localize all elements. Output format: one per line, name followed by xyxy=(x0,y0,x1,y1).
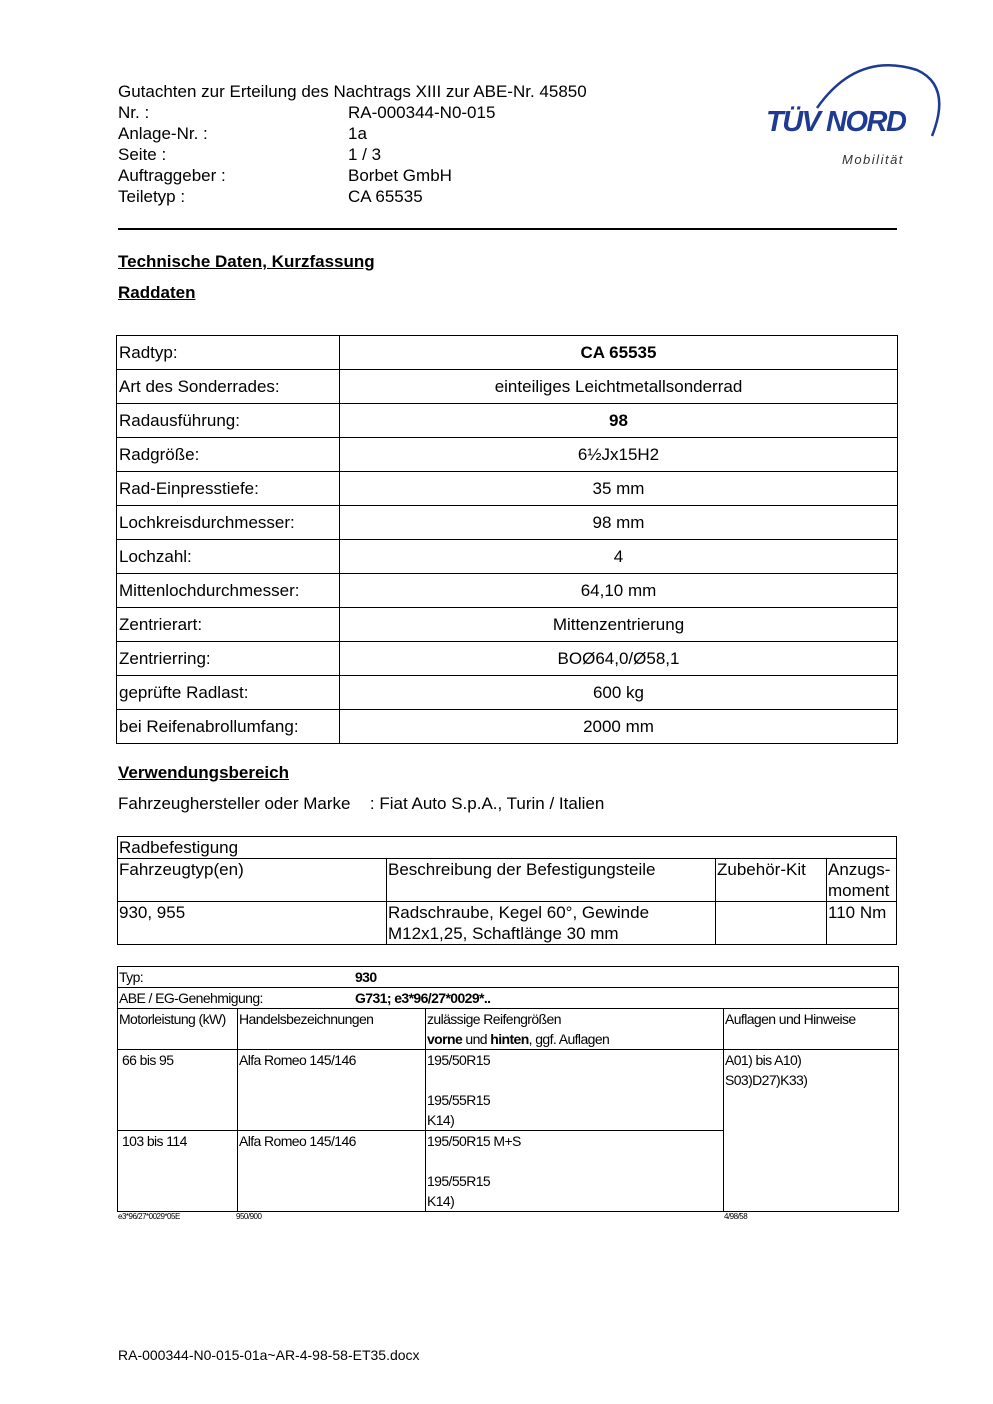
cell-reifen xyxy=(426,1131,724,1212)
reifen-und: und xyxy=(462,1031,491,1047)
col-header: Motorleistung (kW) xyxy=(118,1009,238,1050)
tuv-nord-logo xyxy=(762,56,942,171)
header-value: 1a xyxy=(348,124,367,143)
row-label: Radausführung: xyxy=(117,404,340,438)
row-label: Art des Sonderrades: xyxy=(117,370,340,404)
row-label: Zentrierring: xyxy=(117,642,340,676)
header-row-teiletyp xyxy=(118,186,587,207)
table-row xyxy=(118,1009,899,1050)
row-label: Lochkreisdurchmesser: xyxy=(117,506,340,540)
typ-value: 930 xyxy=(355,969,377,985)
cell: Radschraube, Kegel 60°, Gewinde M12x1,25, Schaftlänge 30 mm xyxy=(387,902,716,945)
reifen-line xyxy=(427,1151,722,1171)
row-label: bei Reifenabrollumfang: xyxy=(117,710,340,744)
auflagen-line: S03)D27)K33) xyxy=(725,1072,808,1088)
row-label: geprüfte Radlast: xyxy=(117,676,340,710)
row-value: 35 mm xyxy=(340,472,898,506)
row-label: Zentrierart: xyxy=(117,608,340,642)
row-label: Radgröße: xyxy=(117,438,340,472)
cell-handel: Alfa Romeo 145/146 xyxy=(238,1050,426,1131)
cell-handel: Alfa Romeo 145/146 xyxy=(238,1131,426,1212)
header-divider xyxy=(118,228,897,230)
reifen-line: 195/55R15 xyxy=(427,1092,491,1108)
reifen-header-pre: zulässige Reifengrößen xyxy=(427,1011,561,1027)
row-value: Mittenzentrierung xyxy=(340,608,898,642)
table-row xyxy=(118,967,899,988)
header-row-seite xyxy=(118,144,587,165)
row-value: 2000 mm xyxy=(340,710,898,744)
section-raddaten: Raddaten xyxy=(118,283,196,302)
header-row-nr xyxy=(118,102,587,123)
table-row xyxy=(117,472,898,506)
row-value: 600 kg xyxy=(340,676,898,710)
reifen-hinten: hinten xyxy=(490,1031,529,1047)
row-value: 6½Jx15H2 xyxy=(340,438,898,472)
row-label: Radtyp: xyxy=(117,336,340,370)
befestigung-table xyxy=(117,836,897,945)
table-row xyxy=(118,859,897,902)
reifen-vorne: vorne xyxy=(427,1031,463,1047)
reifen-post: , ggf. Auflagen xyxy=(528,1031,610,1047)
table-row xyxy=(117,370,898,404)
reifen-line: K14) xyxy=(427,1193,455,1209)
hersteller-value: Fiat Auto S.p.A., Turin / Italien xyxy=(379,794,605,813)
table-row xyxy=(117,404,898,438)
row-label: Rad-Einpresstiefe: xyxy=(117,472,340,506)
typ-line xyxy=(118,967,899,988)
header-label: Nr. : xyxy=(118,103,150,122)
reifen-line: 195/50R15 xyxy=(427,1052,491,1068)
table-row xyxy=(117,710,898,744)
cell-auflagen xyxy=(724,1050,899,1212)
row-value: 98 mm xyxy=(340,506,898,540)
section-verwendung: Verwendungsbereich xyxy=(118,763,289,782)
col-header: Auflagen und Hinweise xyxy=(724,1009,899,1050)
cell: 110 Nm xyxy=(827,902,897,945)
table-row xyxy=(117,574,898,608)
cell-motor: 103 bis 114 xyxy=(118,1131,238,1212)
table-row xyxy=(118,837,897,859)
reifen-line: 195/50R15 M+S xyxy=(427,1133,521,1149)
logo-brand: TÜV NORD xyxy=(766,106,906,138)
table-row xyxy=(117,608,898,642)
col-header: Fahrzeugtyp(en) xyxy=(118,859,387,902)
table-row xyxy=(117,676,898,710)
abe-label: ABE / EG-Genehmigung: xyxy=(119,990,263,1006)
section-technical: Technische Daten, Kurzfassung xyxy=(118,252,375,271)
reifen-line: 195/55R15 xyxy=(427,1173,491,1189)
cell-motor: 66 bis 95 xyxy=(118,1050,238,1131)
foot-code-1: e3*96/27*0029*05E xyxy=(118,1212,180,1221)
hersteller-label: Fahrzeughersteller oder Marke xyxy=(118,794,351,813)
typ-table xyxy=(117,966,899,1212)
row-value: 64,10 mm xyxy=(340,574,898,608)
reifen-header-line2 xyxy=(427,1029,722,1049)
abe-value: G731; e3*96/27*0029*.. xyxy=(355,990,491,1006)
hersteller-line xyxy=(118,794,604,814)
row-value: CA 65535 xyxy=(340,336,898,370)
row-value: 98 xyxy=(340,404,898,438)
row-label: Lochzahl: xyxy=(117,540,340,574)
table-row xyxy=(117,336,898,370)
document-header xyxy=(118,81,587,207)
foot-code-3: 4/98/58 xyxy=(724,1212,748,1221)
page-footer: RA-000344-N0-015-01a~AR-4-98-58-ET35.docx xyxy=(118,1347,420,1363)
row-value: einteiliges Leichtmetallsonderrad xyxy=(340,370,898,404)
typ-label: Typ: xyxy=(119,969,144,985)
row-label: Mittenlochdurchmesser: xyxy=(117,574,340,608)
cell-reifen xyxy=(426,1050,724,1131)
foot-code-2: 950/900 xyxy=(236,1212,262,1221)
row-value: 4 xyxy=(340,540,898,574)
col-header-reifen xyxy=(426,1009,724,1050)
cell xyxy=(716,902,827,945)
header-row-auftraggeber xyxy=(118,165,587,186)
header-label: Auftraggeber : xyxy=(118,166,226,185)
col-header: Zubehör-Kit xyxy=(716,859,827,902)
table-row xyxy=(117,438,898,472)
header-row-anlage xyxy=(118,123,587,144)
table-row xyxy=(117,506,898,540)
header-value: Borbet GmbH xyxy=(348,166,452,185)
header-label: Teiletyp : xyxy=(118,187,186,206)
header-title: Gutachten zur Erteilung des Nachtrags XIII zur ABE-Nr. 45850 xyxy=(118,82,587,101)
table-row xyxy=(118,1050,899,1131)
header-value: RA-000344-N0-015 xyxy=(348,103,496,122)
reifen-line: K14) xyxy=(427,1112,455,1128)
header-label: Seite : xyxy=(118,145,167,164)
hersteller-sep: : xyxy=(369,794,375,813)
header-value: CA 65535 xyxy=(348,187,423,206)
table-row xyxy=(118,988,899,1009)
row-value: BOØ64,0/Ø58,1 xyxy=(340,642,898,676)
table-row xyxy=(117,642,898,676)
raddaten-table xyxy=(116,335,898,744)
cell: 930, 955 xyxy=(118,902,387,945)
col-header: Anzugs-moment xyxy=(827,859,897,902)
table-row xyxy=(118,902,897,945)
table-row xyxy=(117,540,898,574)
reifen-line xyxy=(427,1070,722,1090)
col-header: Beschreibung der Befestigungsteile xyxy=(387,859,716,902)
auflagen-line: A01) bis A10) xyxy=(725,1052,802,1068)
abe-line xyxy=(118,988,899,1009)
befestigung-title: Radbefestigung xyxy=(118,837,897,859)
logo-sub: Mobilität xyxy=(842,152,904,167)
col-header: Handelsbezeichnungen xyxy=(238,1009,426,1050)
header-label: Anlage-Nr. : xyxy=(118,124,208,143)
header-value: 1 / 3 xyxy=(348,145,382,164)
